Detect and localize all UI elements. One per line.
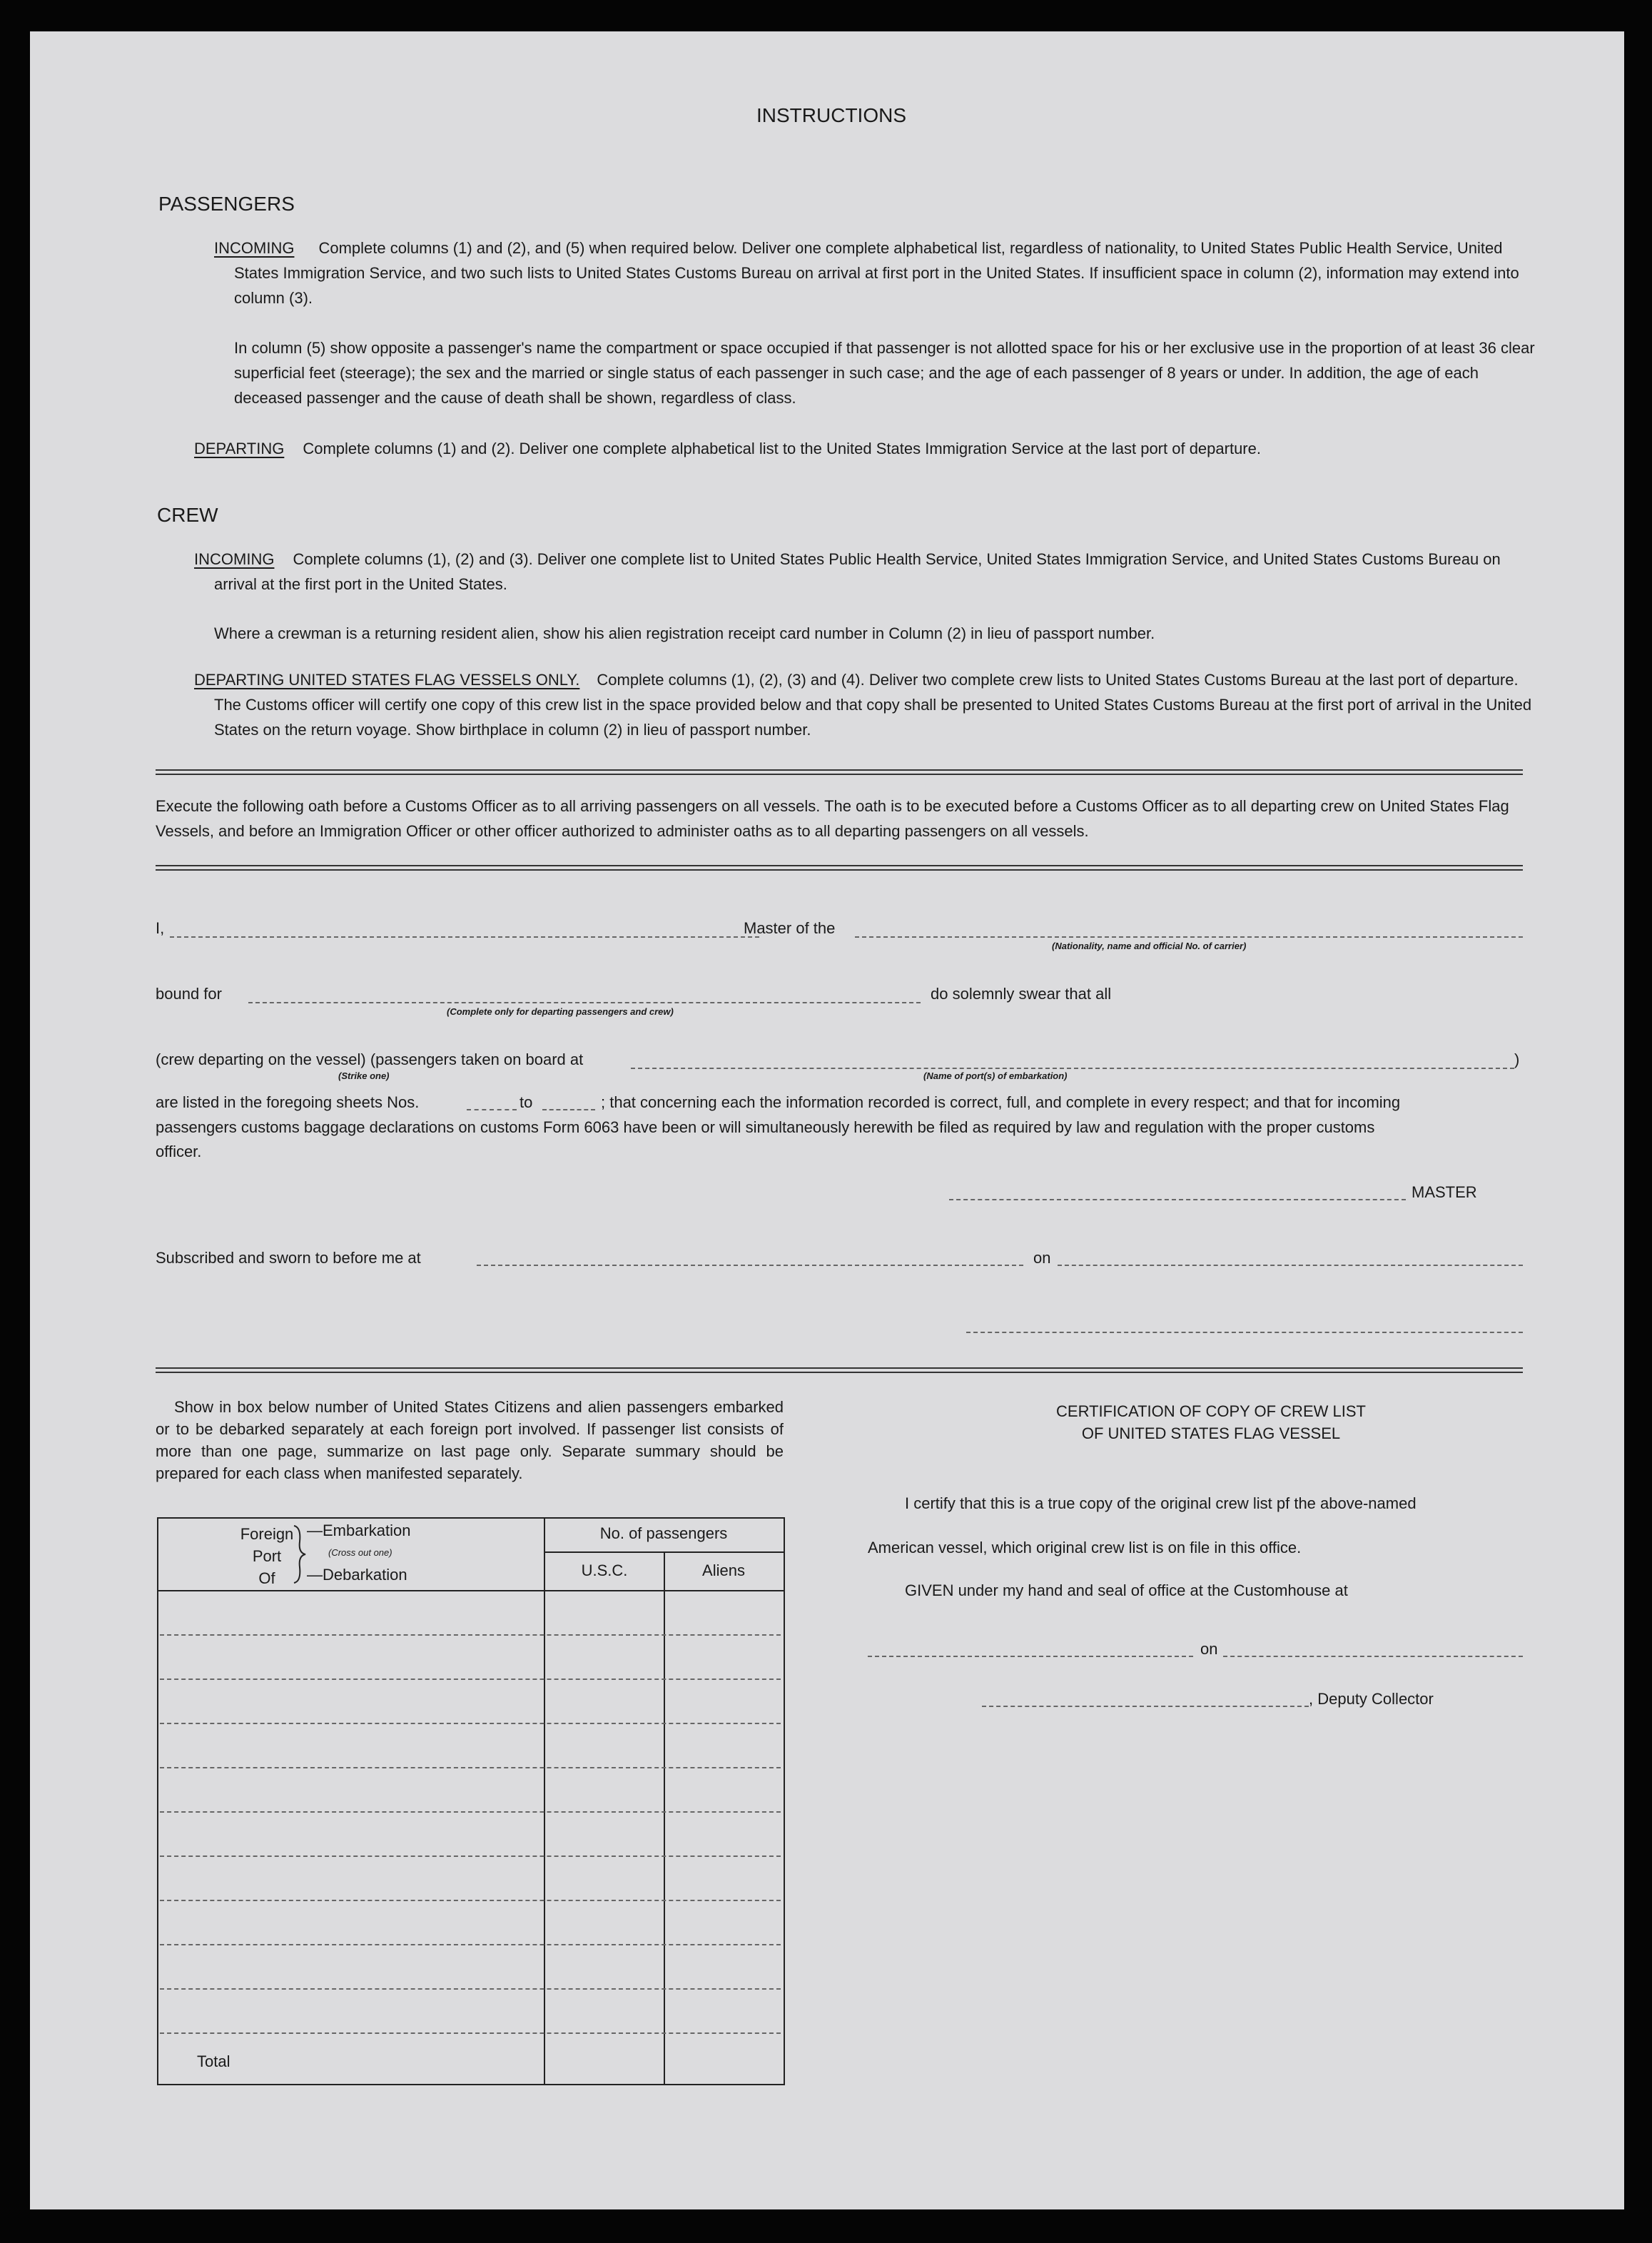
master-label: MASTER [1412,1183,1477,1201]
crew-incoming-text: Complete columns (1), (2) and (3). Deliver one complete list to United States Public Health Service, United States Immigration Service, and United States Customs Bureau on arrival at the first port in the United States. [214,550,1501,593]
port-note: (Name of port(s) of embarkation) [923,1070,1068,1081]
table-row[interactable] [160,1767,781,1768]
crew-resident-instruction: Where a crewman is a returning resident alien, show his alien registration receipt card number in Column (2) in lieu of passport number. [214,624,1155,642]
foreign-port-of-header [238,1523,295,1589]
given-line: GIVEN under my hand and seal of office at the Customhouse at [905,1581,1348,1599]
officer-signature-field[interactable] [966,1332,1523,1333]
certification-date-field[interactable] [1223,1656,1523,1657]
certify-line2: American vessel, which original crew list is on file in this office. [868,1539,1302,1556]
passengers-incoming-label: INCOMING [214,239,295,257]
page-title: INSTRUCTIONS [756,104,906,126]
bound-for-field[interactable] [248,1002,921,1003]
certification-on-label: on [1200,1640,1218,1658]
subscribed-on-label: on [1033,1249,1051,1267]
embarkation-option[interactable]: —Embarkation [307,1522,411,1539]
deputy-signature-field[interactable] [982,1706,1309,1707]
certify-line1: I certify that this is a true copy of the original crew list pf the above-named [905,1494,1417,1512]
port-label: Port [252,1547,282,1565]
crew-departing-text: Complete columns (1), (2), (3) and (4). Deliver two complete crew lists to United States Customs Bureau at the last port of departure. The Customs officer will certify one copy of this crew list in the space provided below and that copy shall be presented to United States Customs Bureau at the first port of arrival in the United States on the return voyage. Show birthplace in column (2) in lieu of passport number. [214,671,1532,739]
certification-title-line2: OF UNITED STATES FLAG VESSEL [1081,1424,1341,1442]
oath-instruction: Execute the following oath before a Customs Officer as to all arriving passengers on all vessels. The oath is to be executed before a Customs Officer as to all departing crew on United States Flag Vessels, and before an Immigration Officer or other officer authorized to administer oaths as to all departing passengers on all vessels. [156,797,1509,840]
debarkation-option[interactable]: —Debarkation [307,1566,407,1584]
summary-instructions: Show in box below number of United States Citizens and alien passengers embarked or to be debarked separately at each foreign port involved. If passenger list consists of more than one page, summarize on last page only. Separate summary should be prepared for each class when manifested separately. [156,1398,784,1482]
master-signature-field[interactable] [949,1199,1406,1200]
listed-line3: officer. [156,1143,202,1160]
double-rule-divider [156,769,1523,775]
of-label: Of [258,1569,275,1587]
crew-departing-label: DEPARTING UNITED STATES FLAG VESSELS ONLY. [194,671,580,689]
crew-heading: CREW [157,504,218,526]
crew-departing-text: (crew departing on the vessel) (passengers taken on board at [156,1050,584,1068]
subscribed-label: Subscribed and sworn to before me at [156,1249,421,1267]
sheet-to-field[interactable] [542,1109,595,1110]
close-paren: ) [1514,1050,1520,1068]
bound-for-label: bound for [156,985,222,1003]
certification-title [951,1400,1471,1444]
passengers-column5-instruction: In column (5) show opposite a passenger's name the compartment or space occupied if that passenger is not allotted space for his or her exclusive use in the proportion of at least 36 clear superficial feet (steerage); the sex and the married or single status of each passenger in such case; and the age of each passenger of 8 years or under. In addition, the age of each deceased passenger and the cause of death shall be shown, regardless of class. [234,339,1535,407]
master-of-the-label: Master of the [744,919,836,937]
usc-header: U.S.C. [581,1561,628,1579]
to-label: to [520,1093,533,1111]
table-row[interactable] [160,1944,781,1945]
aliens-header: Aliens [702,1561,745,1579]
header-bottom-rule [157,1590,784,1591]
master-name-field[interactable] [170,936,759,938]
table-row[interactable] [160,1988,781,1990]
passengers-departing-label: DEPARTING [194,440,285,457]
foreign-label: Foreign [240,1525,294,1543]
crew-departing-instruction [194,667,1544,742]
double-rule-divider [156,865,1523,871]
sheet-from-field[interactable] [467,1109,517,1110]
column-divider [664,1551,665,2084]
form-page [30,31,1624,2209]
table-row[interactable] [160,1855,781,1857]
listed-rest: ; that concerning each the information recorded is correct, full, and complete in every respect; and that for incoming [601,1093,1401,1111]
certification-title-line1: CERTIFICATION OF COPY OF CREW LIST [1056,1402,1366,1420]
table-row[interactable] [160,2032,781,2034]
table-row[interactable] [160,1900,781,1901]
table-row[interactable] [160,1723,781,1724]
oath-i-label: I, [156,919,165,937]
customhouse-field[interactable] [868,1656,1193,1657]
strike-one-note: (Strike one) [338,1070,390,1081]
brace-icon [291,1524,308,1584]
passengers-incoming-text: Complete columns (1) and (2), and (5) when required below. Deliver one complete alphabetical list, regardless of nationality, to United States Public Health Service, United States Immigration Service, and two such lists to United States Customs Bureau on arrival at first port in the United States. If insufficient space in column (2), information may extend into column (3). [234,239,1519,307]
passengers-incoming-instruction [214,236,1544,310]
listed-line2: passengers customs baggage declarations on customs Form 6063 have been or will simultaneously herewith be filed as required by law and regulation with the proper customs [156,1118,1375,1136]
embarkation-port-field[interactable] [631,1068,1514,1069]
solemnly-swear-text: do solemnly swear that all [931,985,1112,1003]
crew-incoming-label: INCOMING [194,550,275,568]
passengers-heading: PASSENGERS [158,193,295,215]
subscribed-place-field[interactable] [477,1265,1023,1266]
deputy-collector-label: , Deputy Collector [1309,1690,1434,1708]
no-passengers-header: No. of passengers [599,1524,728,1542]
total-label: Total [197,2052,230,2070]
cross-out-note: (Cross out one) [328,1547,392,1558]
listed-prefix: are listed in the foregoing sheets Nos. [156,1093,420,1111]
double-rule-divider [156,1367,1523,1373]
table-row[interactable] [160,1811,781,1813]
carrier-field[interactable] [855,936,1523,938]
table-row[interactable] [160,1679,781,1680]
table-row[interactable] [160,1634,781,1636]
complete-only-note: (Complete only for departing passengers and crew) [447,1006,674,1017]
passengers-departing-text: Complete columns (1) and (2). Deliver one complete alphabetical list to the United States Immigration Service at the last port of departure. [303,440,1261,457]
crew-incoming-instruction [194,547,1544,597]
subscribed-date-field[interactable] [1058,1265,1523,1266]
header-divider [544,1551,784,1553]
nationality-note: (Nationality, name and official No. of carrier) [1052,941,1247,951]
passengers-departing-instruction [194,436,1524,461]
passenger-summary-table [157,1517,785,2085]
column-divider [544,1517,545,2084]
